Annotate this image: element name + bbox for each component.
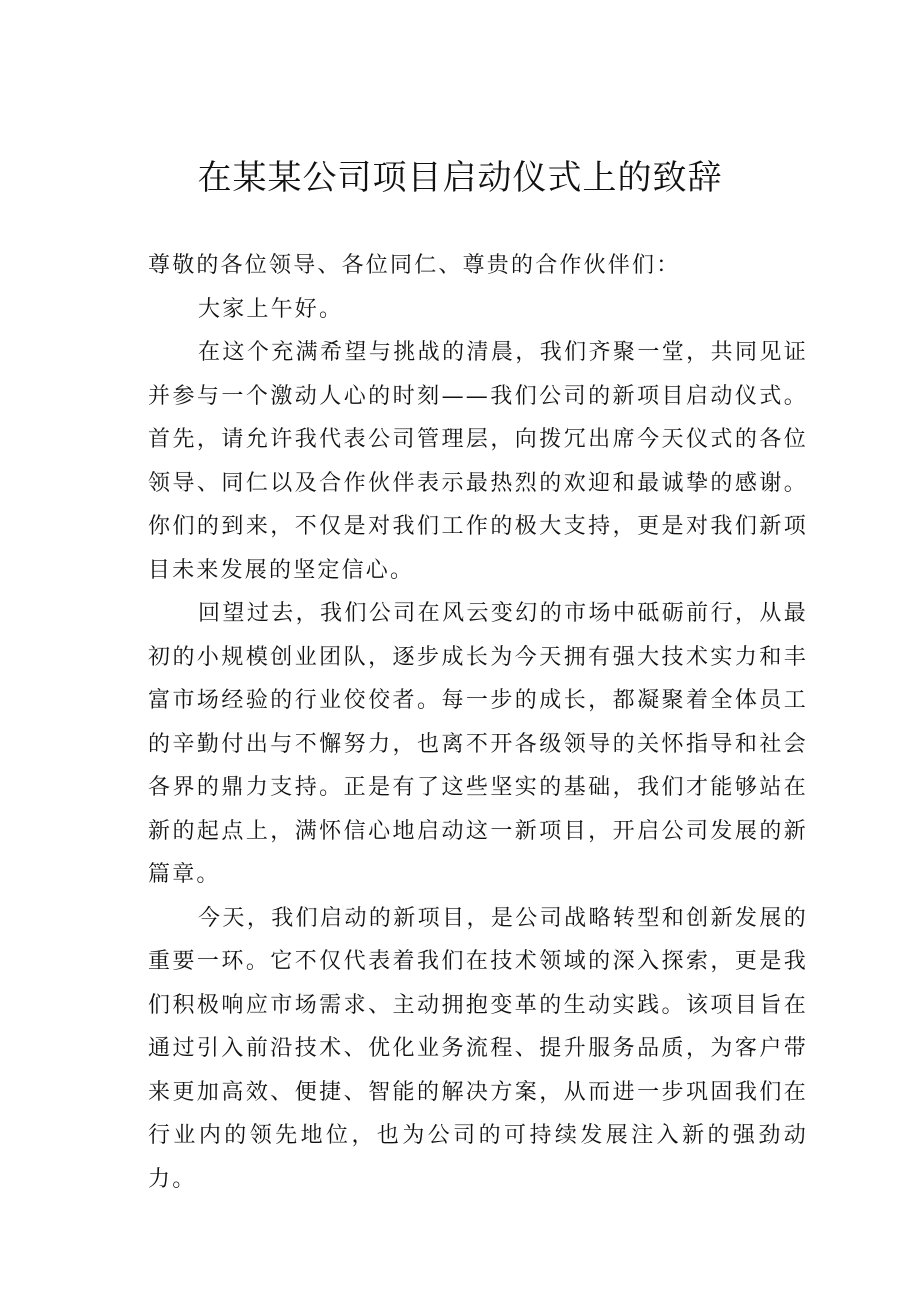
document-body [148,244,808,1201]
paragraph-project: 今天，我们启动的新项目，是公司战略转型和创新发展的重要一环。它不仅代表着我们在技术领域的深入探索，更是我们积极响应市场需求、主动拥抱变革的生动实践。该项目旨在通过引入前沿技术、优化业务流程、提升服务品质，为客户带来更加高效、便捷、智能的解决方案，从而进一步巩固我们在行业内的领先地位，也为公司的可持续发展注入新的强劲动力。 [148,905,808,1192]
salutation: 尊敬的各位领导、各位同仁、尊贵的合作伙伴们： [148,253,681,278]
paragraph-welcome: 在这个充满希望与挑战的清晨，我们齐聚一堂，共同见证并参与一个激动人心的时刻——我们公司的新项目启动仪式。首先，请允许我代表公司管理层，向拨冗出席今天仪式的各位领导、同仁以及合作伙伴表示最热烈的欢迎和最诚挚的感谢。你们的到来，不仅是对我们工作的极大支持，更是对我们新项目未来发展的坚定信心。 [148,340,808,583]
paragraph-greeting: 大家上午好。 [198,296,344,322]
document-title: 在某某公司项目启动仪式上的致辞 [197,158,723,198]
paragraph-review: 回望过去，我们公司在风云变幻的市场中砥砺前行，从最初的小规模创业团队，逐步成长为今天拥有强大技术实力和丰富市场经验的行业佼佼者。每一步的成长，都凝聚着全体员工的辛勤付出与不懈努力，也离不开各级领导的关怀指导和社会各界的鼎力支持。正是有了这些坚实的基础，我们才能够站在新的起点上，满怀信心地启动这一新项目，开启公司发展的新篇章。 [148,601,808,887]
